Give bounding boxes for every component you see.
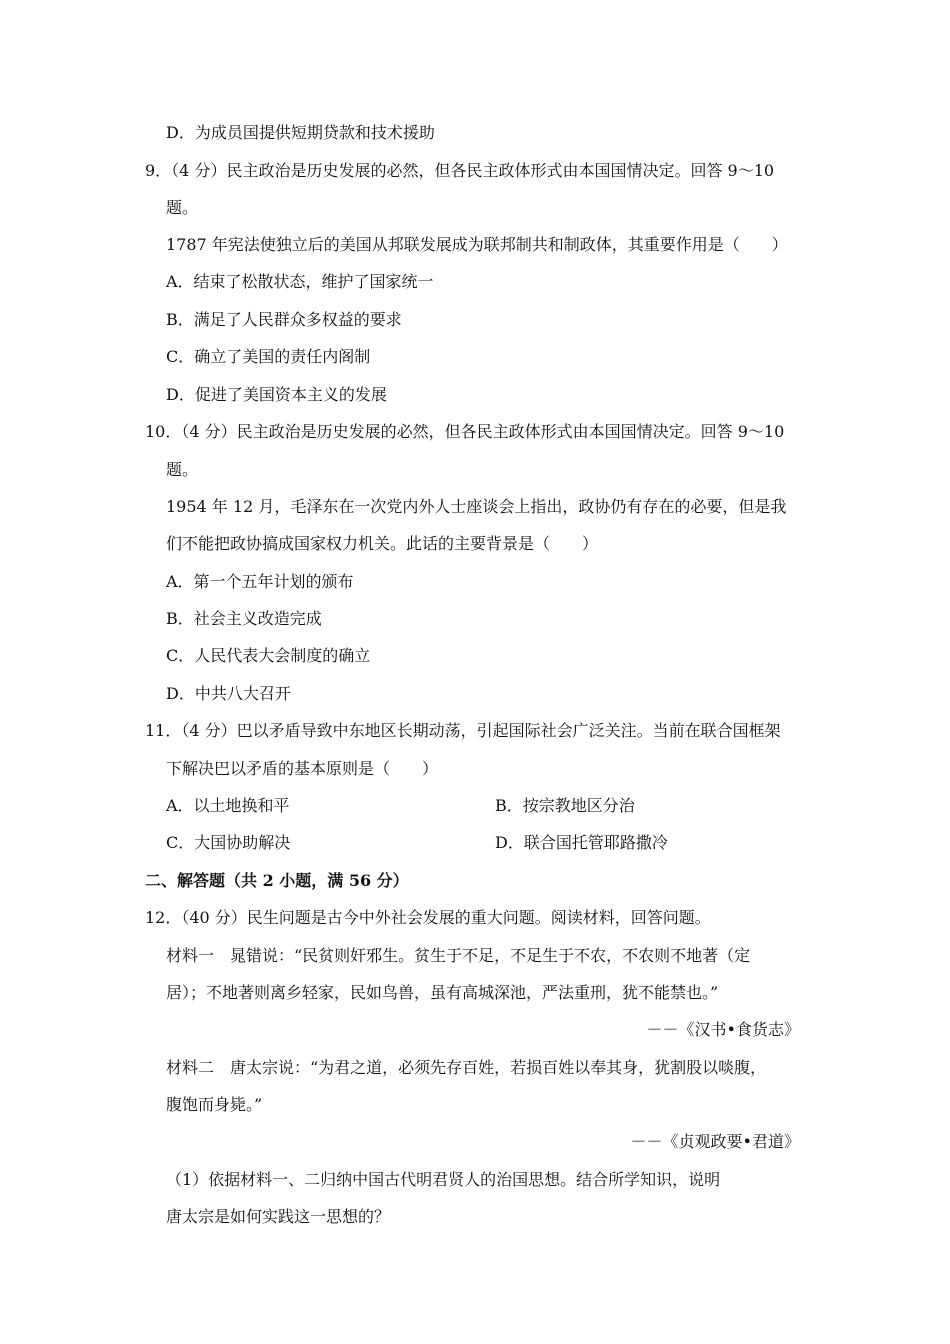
q12-sub1-line2: 唐太宗是如何实践这一思想的？ xyxy=(166,1207,391,1226)
q12-material2-source: －－《贞观政要•君道》 xyxy=(630,1132,800,1151)
q12-sub1-line1: （1）依据材料一、二归纳中国古代明君贤人的治国思想。结合所学知识，说明 xyxy=(166,1170,721,1189)
q9-heading-cont: 题。 xyxy=(166,198,199,217)
q10-option-a: A．第一个五年计划的颁布 xyxy=(166,572,354,591)
q8-option-d: D．为成员国提供短期贷款和技术援助 xyxy=(166,123,435,142)
q11-option-c: C．大国协助解决 xyxy=(166,833,291,852)
q12-heading: 12．（40 分）民生问题是古今中外社会发展的重大问题。阅读材料，回答问题。 xyxy=(145,908,711,927)
q10-option-d: D．中共八大召开 xyxy=(166,684,291,703)
q11-option-a: A．以土地换和平 xyxy=(166,796,290,815)
q10-option-c: C．人民代表大会制度的确立 xyxy=(166,646,371,665)
q11-heading-cont: 下解决巴以矛盾的基本原则是（ ） xyxy=(166,759,439,778)
q12-material2-line2: 腹饱而身毙。” xyxy=(166,1095,263,1114)
q9-option-a: A．结束了松散状态，维护了国家统一 xyxy=(166,272,434,291)
q10-heading: 10．（4 分）民主政治是历史发展的必然，但各民主政体形式由本国国情决定。回答 9～10 xyxy=(145,422,785,441)
q10-stem-line2: 们不能把政协搞成国家权力机关。此话的主要背景是（ ） xyxy=(166,534,599,553)
q10-stem-line1: 1954 年 12 月，毛泽东在一次党内外人士座谈会上指出，政协仍有存在的必要，但是我 xyxy=(166,497,787,516)
q9-heading: 9．（4 分）民主政治是历史发展的必然，但各民主政体形式由本国国情决定。回答 9～10 xyxy=(145,161,775,180)
q9-option-d: D．促进了美国资本主义的发展 xyxy=(166,385,387,404)
q10-option-b: B．社会主义改造完成 xyxy=(166,609,322,628)
q12-material1-line1: 材料一 晁错说：“民贫则奸邪生。贫生于不足，不足生于不农，不农则不地著（定 xyxy=(166,946,751,965)
q12-material1-line2: 居）；不地著则离乡轻家，民如鸟兽，虽有高城深池，严法重刑，犹不能禁也。” xyxy=(166,983,719,1002)
q9-stem: 1787 年宪法使独立后的美国从邦联发展成为联邦制共和制政体，其重要作用是（ ） xyxy=(166,235,788,254)
q11-option-b: B．按宗教地区分治 xyxy=(495,796,635,815)
q12-material2-line1: 材料二 唐太宗说：“为君之道，必须先存百姓，若损百姓以奉其身，犹割股以啖腹， xyxy=(166,1058,767,1077)
q10-heading-cont: 题。 xyxy=(166,460,199,479)
section-2-title: 二、解答题（共 2 小题，满 56 分） xyxy=(145,871,409,890)
q9-option-c: C．确立了美国的责任内阁制 xyxy=(166,347,371,366)
q11-option-d: D．联合国托管耶路撒冷 xyxy=(495,833,668,852)
q11-heading: 11．（4 分）巴以矛盾导致中东地区长期动荡，引起国际社会广泛关注。当前在联合国框架 xyxy=(145,721,781,740)
q12-material1-source: －－《汉书•食货志》 xyxy=(646,1020,800,1039)
q9-option-b: B．满足了人民群众多权益的要求 xyxy=(166,310,402,329)
